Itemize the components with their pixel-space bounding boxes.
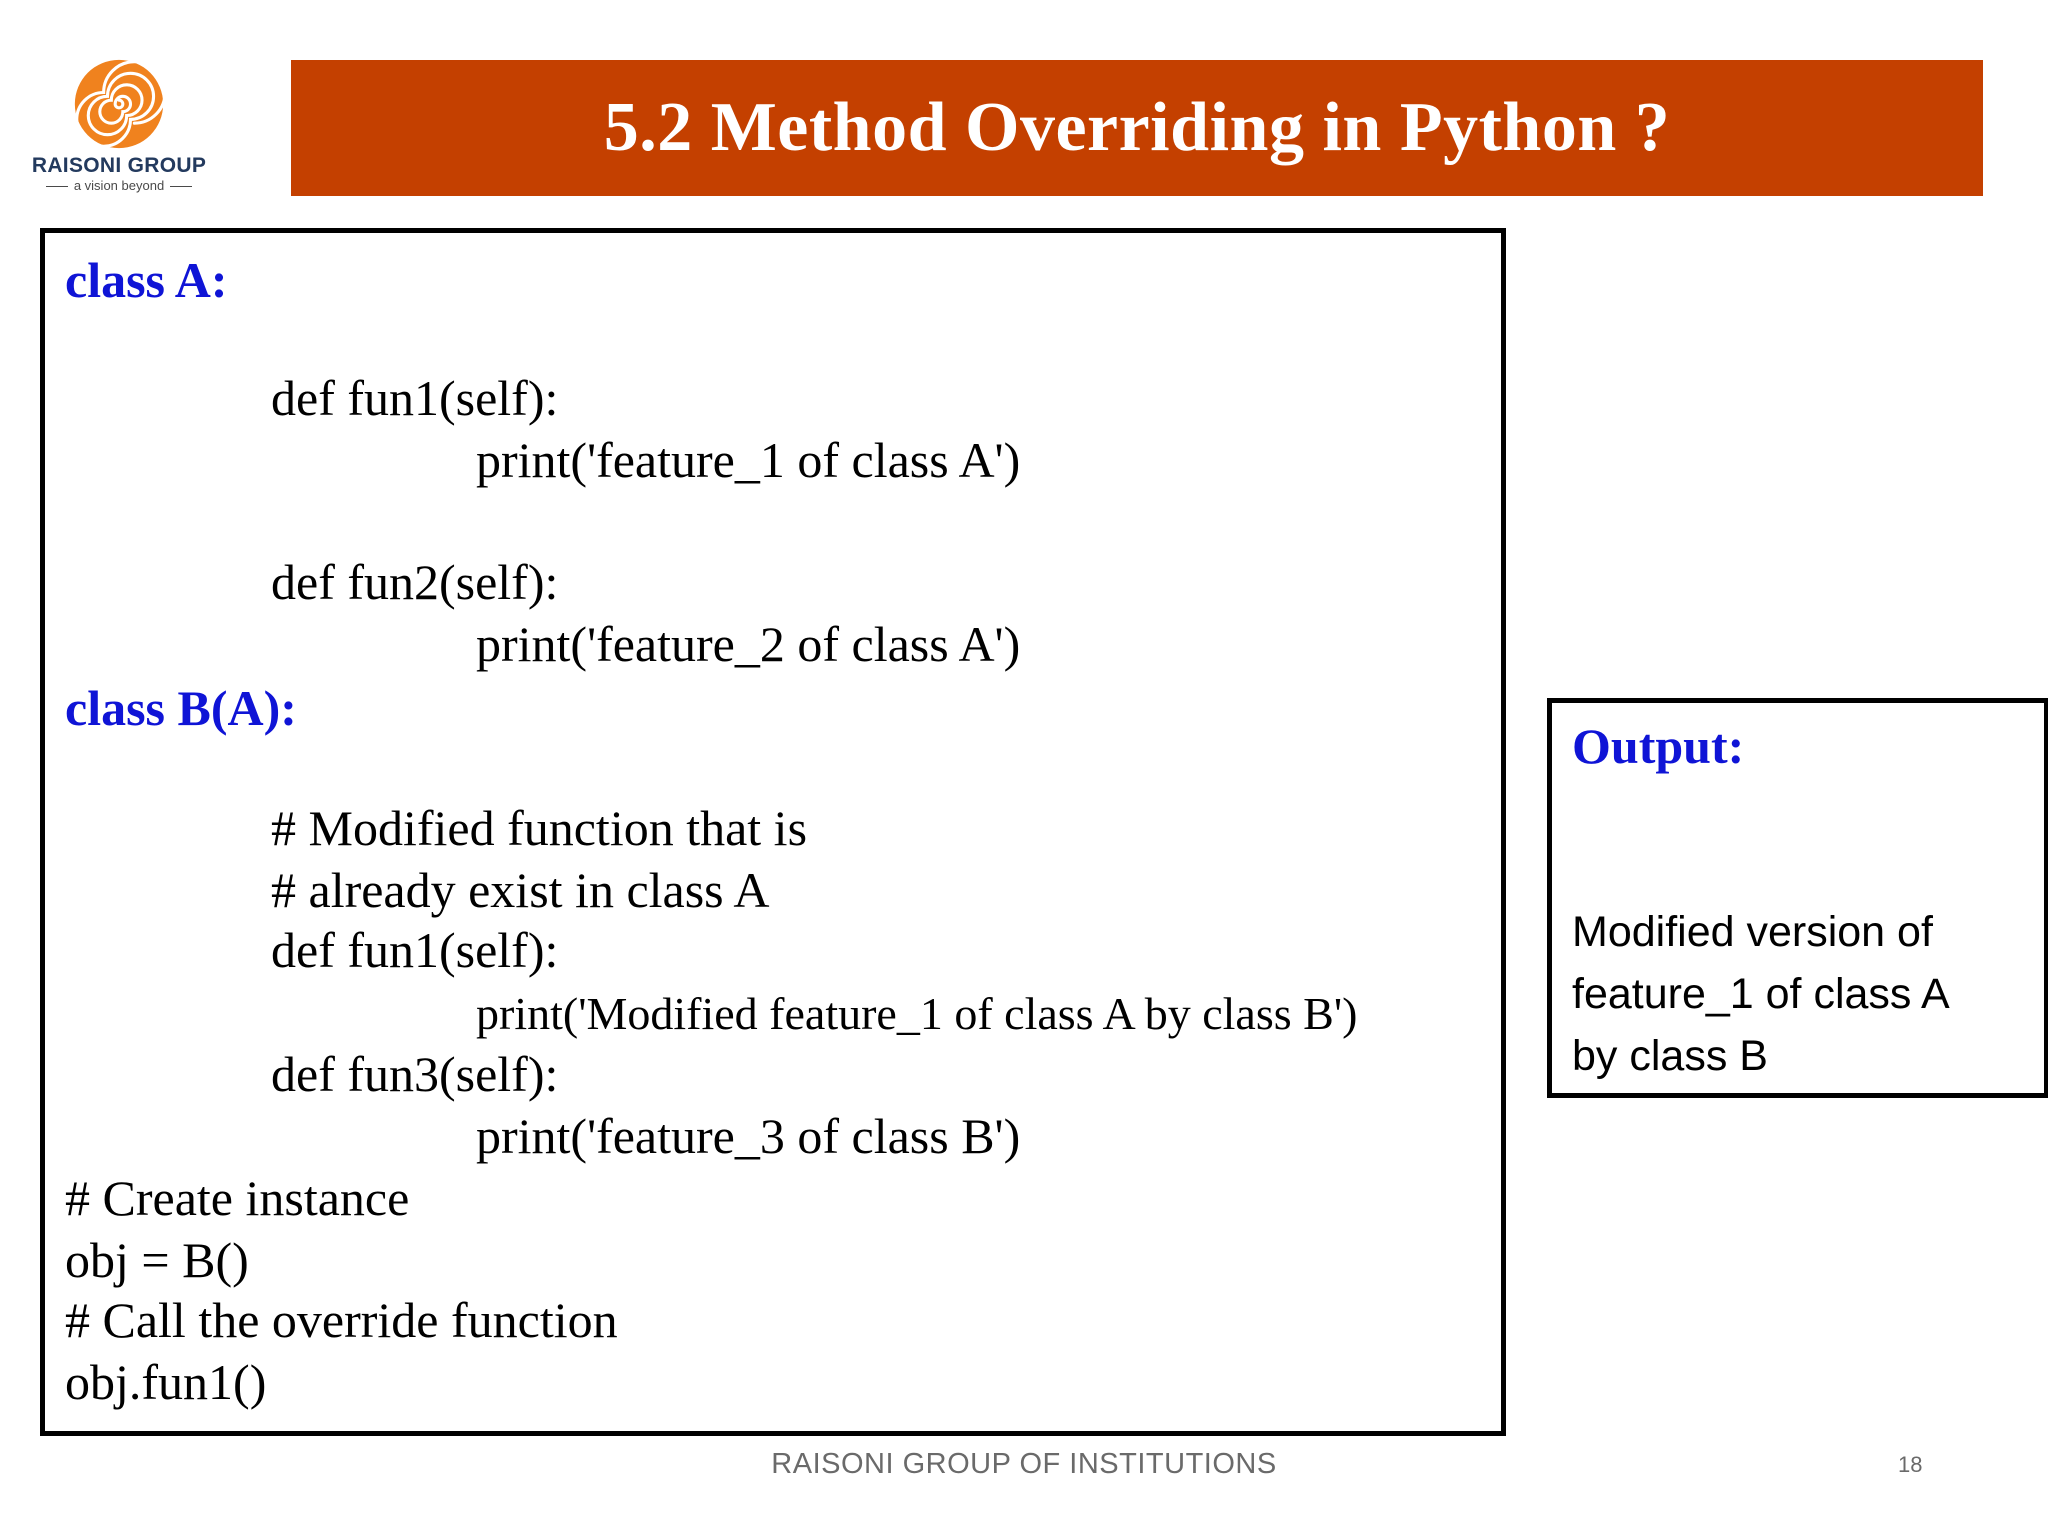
- code-line: print('feature_2 of class A'): [476, 616, 1021, 672]
- code-line: # Create instance: [65, 1170, 410, 1226]
- code-line: def fun1(self):: [271, 370, 559, 426]
- code-line: def fun1(self):: [271, 922, 559, 978]
- slide-title: 5.2 Method Overriding in Python ?: [603, 89, 1671, 166]
- code-line: # already exist in class A: [271, 862, 770, 918]
- spiral-logo-icon: [71, 56, 167, 152]
- logo-name: RAISONI GROUP: [31, 154, 207, 177]
- code-line: obj = B(): [65, 1232, 249, 1288]
- code-line: print('Modified feature_1 of class A by class B'): [476, 988, 1358, 1039]
- code-line: print('feature_1 of class A'): [476, 432, 1021, 488]
- code-line: obj.fun1(): [65, 1354, 267, 1410]
- output-line: feature_1 of class A: [1572, 970, 1950, 1018]
- output-label: Output:: [1572, 718, 1745, 774]
- code-line: class A:: [65, 252, 228, 308]
- output-line: Modified version of: [1572, 908, 1933, 956]
- raisoni-logo: [24, 56, 214, 206]
- output-line: by class B: [1572, 1032, 1768, 1080]
- code-line: def fun2(self):: [271, 554, 559, 610]
- footer-institution: RAISONI GROUP OF INSTITUTIONS: [771, 1448, 1277, 1480]
- code-line: # Call the override function: [65, 1292, 618, 1348]
- logo-tagline: a vision beyond: [24, 178, 214, 193]
- output-box: [1547, 698, 2048, 1098]
- code-box: [40, 228, 1506, 1436]
- code-line: class B(A):: [65, 680, 297, 736]
- code-line: def fun3(self):: [271, 1046, 559, 1102]
- code-line: print('feature_3 of class B'): [476, 1108, 1021, 1164]
- title-bar: [291, 60, 1983, 196]
- page-number: 18: [1898, 1452, 1923, 1477]
- output-text: [1572, 901, 2032, 1087]
- code-line: # Modified function that is: [271, 800, 808, 856]
